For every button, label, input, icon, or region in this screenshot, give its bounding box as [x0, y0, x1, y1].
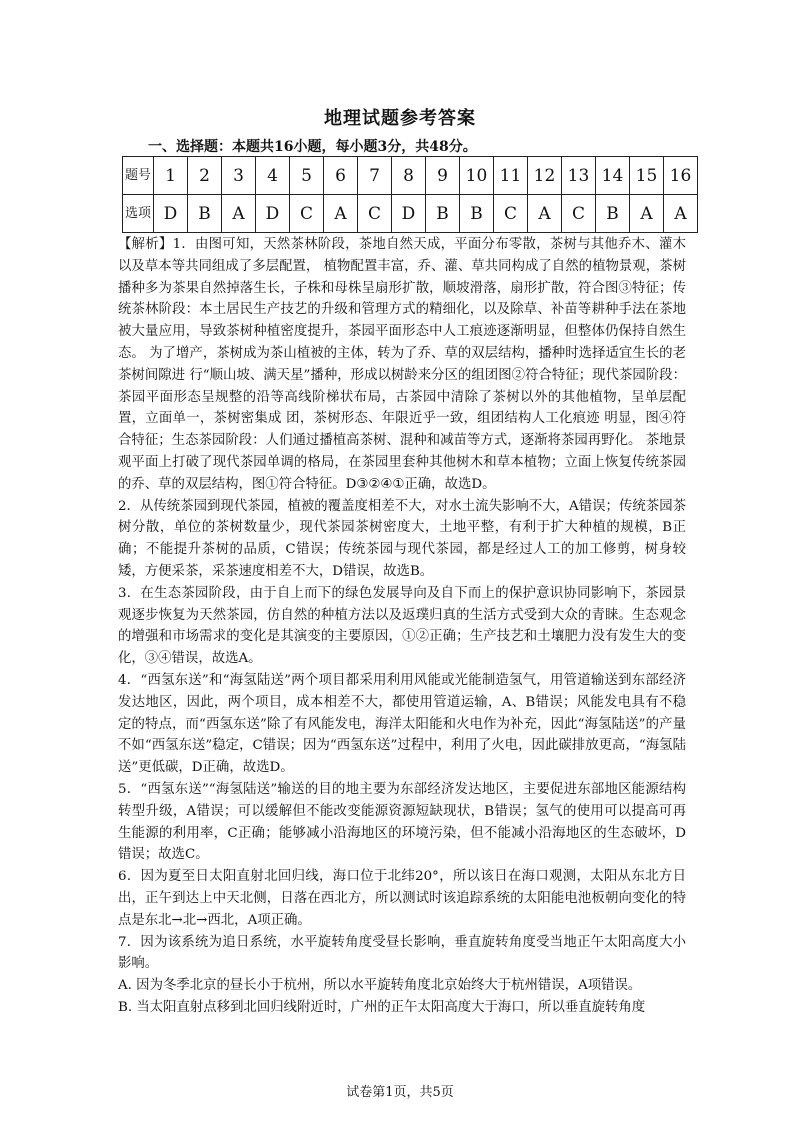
- answer-row: [123, 195, 698, 233]
- question-number-cell: 11: [494, 157, 528, 195]
- explanation-paragraph: 3．在生态茶园阶段，由于自上而下的绿色发展导向及自下而上的保护意识协同影响下，茶园景观逐步恢复为天然茶园，仿自然的种植方法以及返璞归真的生活方式受到大众的青睐。生态观念的增强和市场需求的变化是其演变的主要原因，①②正确；生产技艺和土壤肥力没有发生大的变化，③④错误，故选A。: [118, 585, 686, 667]
- explanation-paragraph: 【解析】1．由图可知，天然茶林阶段，茶地自然天成，平面分布零散，茶树与其他乔木、灌木以及草本等共同组成了多层配置， 植物配置丰富，乔、灌、草共同构成了自然的植物景观，茶树播种多为茶果自然掉落生长，子株和母株呈扇形扩散，顺坡滑落，扇形扩散，符合图③特征；传统茶林阶段：本土居民生产技艺的升级和管理方式的精细化，以及除草、补苗等耕种手法在茶地被大量应用，导致茶树种植密度提升，茶园平面形态中人工痕迹逐渐明显，但整体仍保持自然生态。 为了增产，茶树成为茶山植被的主体，转为了乔、草的双层结构，播种时选择适宜生长的老茶树间隙进 行“顺山坡、满天星”播种，形成以树龄来分区的组团图②符合特征；现代茶园阶段：茶园平面形态呈规整的沿等高线阶梯状布局，古茶园中清除了茶树以外的其他植物，呈单层配置，立面单一，茶树密集成 团，茶树形态、年限近乎一致，组团结构人工化痕迹 明显，图④符合特征；生态茶园阶段：人们通过播植高茶树、混种和减苗等方式，逐渐将茶园再野化。 茶地景观平面上打破了现代茶园单调的格局，在茶园里套种其他树木和草本植物；立面上恢复传统茶园的乔、草的双层结构，图①符合特征。D③②④①正确，故选D。: [118, 237, 686, 492]
- answer-cell: A: [528, 195, 562, 233]
- answer-cell: C: [358, 195, 392, 233]
- answer-cell: C: [290, 195, 324, 233]
- question-number-cell: 10: [460, 157, 494, 195]
- answer-cell: D: [392, 195, 426, 233]
- question-number-cell: 3: [222, 157, 256, 195]
- explanation-paragraph: 2．从传统茶园到现代茶园，植被的覆盖度相差不大，对水土流失影响不大，A错误；传统茶园茶树分散，单位的茶树数量少，现代茶园茶树密度大，土地平整，有利于扩大种植的规模，B正确；不能提升茶树的品质，C错误；传统茶园与现代茶园，都是经过人工的加工修剪，树身较矮，方便采茶，采茶速度相差不大，D错误，故选B。: [118, 498, 686, 579]
- explanation-paragraph: 6．因为夏至日太阳直射北回归线，海口位于北纬20°，所以该日在海口观测，太阳从东北方日出，正午到达上中天北侧，日落在西北方，所以测试时该追踪系统的太阳能电池板朝向变化的特点是东北→北→西北，A项正确。: [118, 869, 686, 928]
- answer-table: [122, 156, 698, 233]
- question-number-cell: 8: [392, 157, 426, 195]
- question-number-row: [123, 157, 698, 195]
- explanation-paragraph: 5．“西氢东送”“海氢陆送”输送的目的地主要为东部经济发达地区，主要促进东部地区能源结构转型升级，A错误；可以缓解但不能改变能源资源短缺现状，B错误；氢气的使用可以提高可再生能源的利用率，C正确；能够减小沿海地区的环境污染，但不能减小沿海地区的生态破坏，D错误；故选C。: [118, 781, 686, 863]
- explanation-text: [118, 234, 686, 1019]
- question-number-cell: 13: [562, 157, 596, 195]
- question-number-cell: 5: [290, 157, 324, 195]
- answer-cell: C: [494, 195, 528, 233]
- row-label-question: 题号: [123, 157, 154, 195]
- question-number-cell: 1: [154, 157, 188, 195]
- section-heading: 一、选择题：本题共16小题，每小题3分，共48分。: [148, 139, 477, 155]
- answer-cell: A: [324, 195, 358, 233]
- page-footer: 试卷第1页，共5页: [346, 1085, 454, 1100]
- explanation-paragraph: B. 当太阳直射点移到北回归线附近时，广州的正午太阳高度大于海口，所以垂直旋转角度: [118, 999, 646, 1015]
- row-label-answer: 选项: [123, 195, 154, 233]
- explanation-paragraph: 7．因为该系统为追日系统，水平旋转角度受昼长影响，垂直旋转角度受当地正午太阳高度大小影响。: [118, 934, 686, 972]
- answer-cell: B: [460, 195, 494, 233]
- question-number-cell: 6: [324, 157, 358, 195]
- question-number-cell: 9: [426, 157, 460, 195]
- answer-cell: A: [664, 195, 698, 233]
- answer-cell: D: [154, 195, 188, 233]
- question-number-cell: 4: [256, 157, 290, 195]
- question-number-cell: 7: [358, 157, 392, 195]
- question-number-cell: 12: [528, 157, 562, 195]
- page-title: 地理试题参考答案: [324, 108, 476, 129]
- answer-cell: B: [596, 195, 630, 233]
- answer-cell: C: [562, 195, 596, 233]
- question-number-cell: 16: [664, 157, 698, 195]
- answer-cell: A: [630, 195, 664, 233]
- answer-cell: B: [426, 195, 460, 233]
- explanation-paragraph: 4．“西氢东送”和“海氢陆送”两个项目都采用利用风能或光能制造氢气，用管道输送到东部经济发达地区，因此，两个项目，成本相差不大，都使用管道运输，A、B错误；风能发电具有不稳定的特点，而“西氢东送”除了有风能发电，海洋太阳能和火电作为补充，因此“海氢陆送”的产量不如“西氢东送”稳定，C错误；因为“西氢东送”过程中，利用了火电，因此碳排放更高，“海氢陆送”更低碳，D正确，故选D。: [118, 672, 686, 776]
- question-number-cell: 14: [596, 157, 630, 195]
- question-number-cell: 2: [188, 157, 222, 195]
- explanation-paragraph: A. 因为冬季北京的昼长小于杭州，所以水平旋转角度北京始终大于杭州错误，A项错误。: [118, 978, 642, 994]
- answer-cell: B: [188, 195, 222, 233]
- question-number-cell: 15: [630, 157, 664, 195]
- answer-cell: A: [222, 195, 256, 233]
- answer-cell: D: [256, 195, 290, 233]
